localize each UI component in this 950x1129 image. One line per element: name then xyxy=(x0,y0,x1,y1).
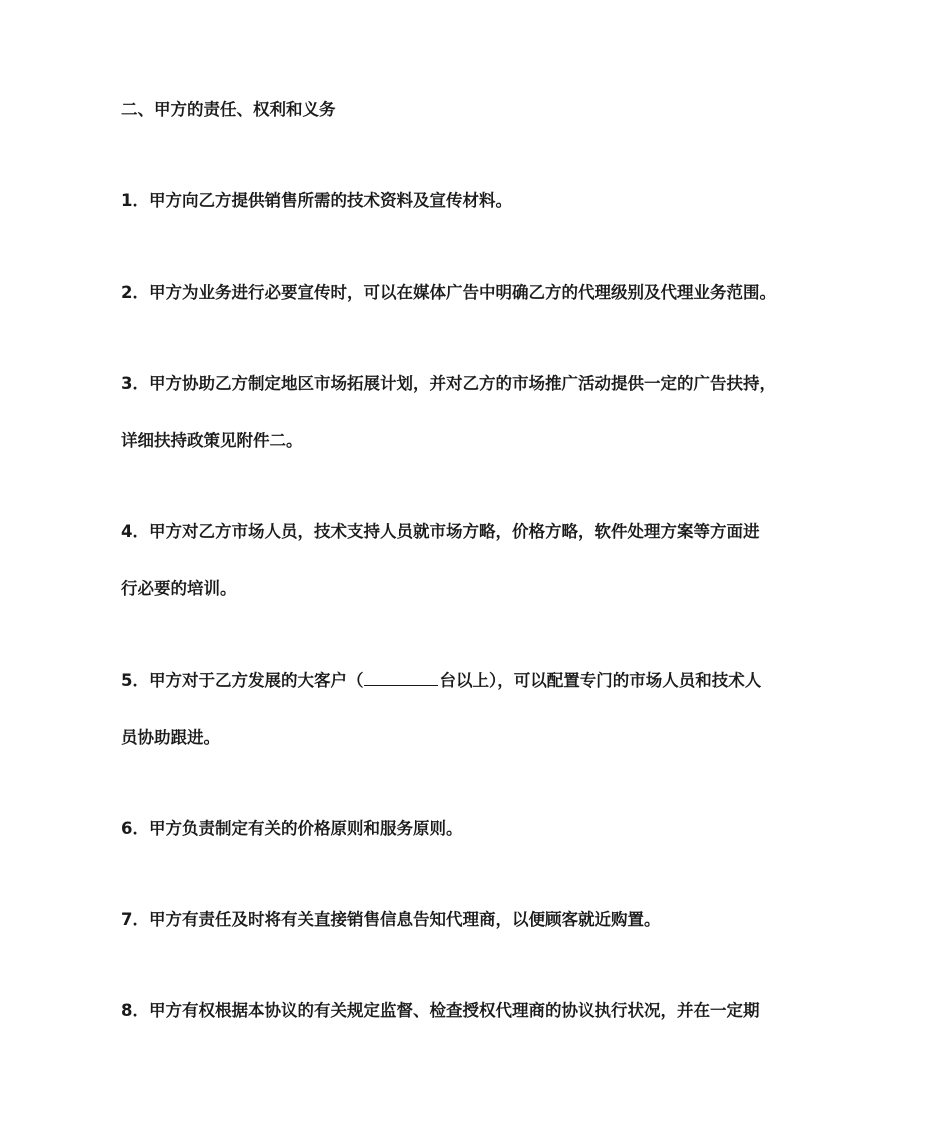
clause-5-line-1 xyxy=(121,669,761,692)
fill-in-blank xyxy=(364,669,438,686)
clause-3-line-2: 详细扶持政策见附件二。 xyxy=(121,431,303,450)
clause-5-text-before-blank: 5．甲方对于乙方发展的大客户（ xyxy=(121,671,364,690)
clause-1-line-1: 1．甲方向乙方提供销售所需的技术资料及宣传材料。 xyxy=(121,191,512,210)
clause-3-line-1: 3．甲方协助乙方制定地区市场拓展计划，并对乙方的市场推广活动提供一定的广告扶持， xyxy=(121,374,776,393)
section-heading: 二、甲方的责任、权利和义务 xyxy=(121,100,336,119)
clause-5-text-after-blank: 台以上），可以配置专门的市场人员和技术人 xyxy=(439,671,762,690)
clause-7-line-1: 7．甲方有责任及时将有关直接销售信息告知代理商，以便顾客就近购置。 xyxy=(121,910,661,929)
clause-5-line-2: 员协助跟进。 xyxy=(121,728,220,747)
clause-4-line-2: 行必要的培训。 xyxy=(121,579,237,598)
clause-4-line-1: 4．甲方对乙方市场人员，技术支持人员就市场方略，价格方略，软件处理方案等方面进 xyxy=(121,522,760,541)
clause-6-line-1: 6．甲方负责制定有关的价格原则和服务原则。 xyxy=(121,819,463,838)
clause-2-line-1: 2．甲方为业务进行必要宣传时，可以在媒体广告中明确乙方的代理级别及代理业务范围。 xyxy=(121,283,776,302)
clause-8-line-1: 8．甲方有权根据本协议的有关规定监督、检查授权代理商的协议执行状况，并在一定期 xyxy=(121,1001,760,1020)
